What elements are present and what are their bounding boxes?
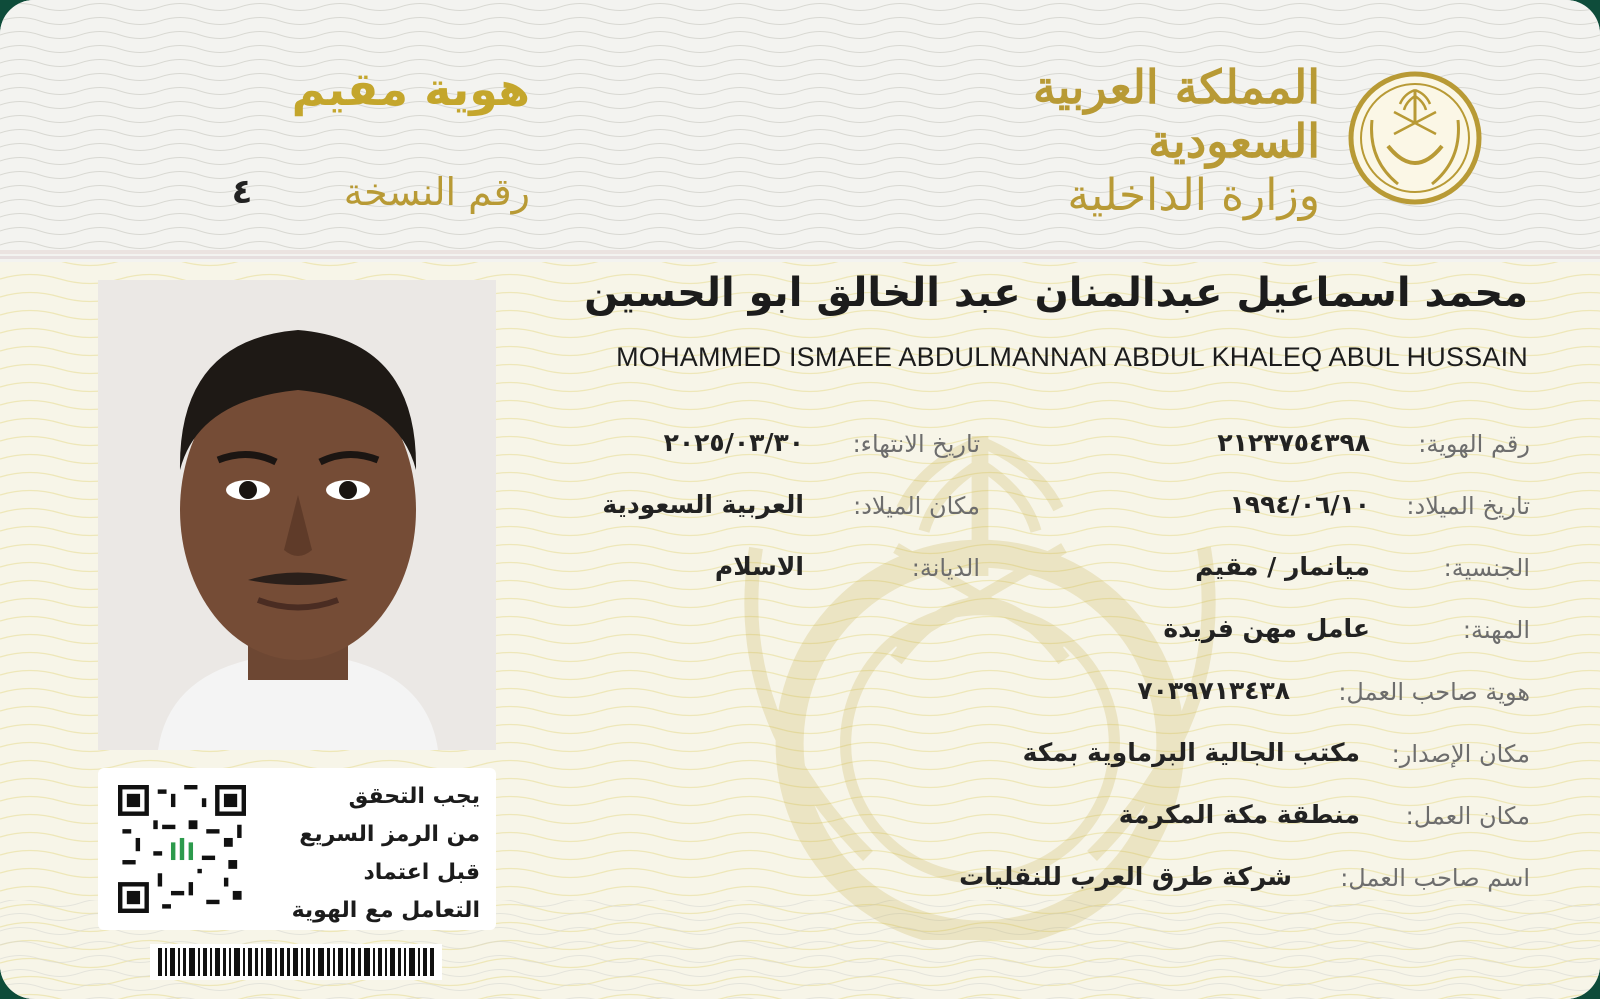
field-label-work-place: مكان العمل: — [1405, 802, 1530, 830]
saudi-emblem-icon — [1348, 60, 1482, 216]
verify-line-1: يجب التحقق — [348, 784, 480, 809]
card-title: هوية مقيم — [291, 62, 530, 116]
kingdom-title: المملكة العربية السعودية — [1032, 60, 1320, 168]
field-value-work-place: منطقة مكة المكرمة — [1118, 800, 1360, 829]
field-label-issue-place: مكان الإصدار: — [1391, 740, 1530, 768]
field-label-religion: الديانة: — [911, 554, 980, 582]
verify-line-4: التعامل مع الهوية — [291, 898, 480, 923]
holder-name-arabic: محمد اسماعيل عبدالمنان عبد الخالق ابو الحسين — [584, 270, 1528, 316]
field-value-birth-date: ١٩٩٤/٠٦/١٠ — [1229, 490, 1370, 519]
holder-name-english: MOHAMMED ISMAEE ABDULMANNAN ABDUL KHALEQ ABUL HUSSAIN — [616, 342, 1528, 372]
field-label-expiry-date: تاريخ الانتهاء: — [852, 430, 980, 458]
field-value-id-number: ٢١٢٣٧٥٤٣٩٨ — [1217, 428, 1370, 457]
holder-photo — [98, 280, 496, 750]
copy-number-label: رقم النسخة — [343, 170, 530, 214]
ministry-title: وزارة الداخلية — [1067, 170, 1320, 221]
field-label-birth-date: تاريخ الميلاد: — [1406, 492, 1530, 520]
field-label-employer-name: اسم صاحب العمل: — [1340, 864, 1530, 892]
field-value-expiry-date: ٢٠٢٥/٠٣/٣٠ — [663, 428, 804, 457]
field-label-employer-id: هوية صاحب العمل: — [1338, 678, 1530, 706]
watermark-emblem-icon — [700, 380, 1260, 940]
verify-line-2: من الرمز السريع — [299, 822, 480, 847]
field-value-issue-place: مكتب الجالية البرماوية بمكة — [1022, 738, 1360, 767]
field-label-id-number: رقم الهوية: — [1418, 430, 1530, 458]
field-label-occupation: المهنة: — [1462, 616, 1530, 644]
field-value-nationality: ميانمار / مقيم — [1195, 552, 1370, 581]
field-label-nationality: الجنسية: — [1443, 554, 1530, 582]
field-value-occupation: عامل مهن فريدة — [1163, 614, 1370, 643]
copy-number-value: ٤ — [231, 172, 253, 212]
verify-line-3: قبل اعتماد — [363, 860, 480, 885]
field-value-religion: الاسلام — [714, 552, 804, 581]
barcode-icon — [150, 944, 442, 980]
field-value-birth-place: العربية السعودية — [602, 490, 804, 519]
field-value-employer-name: شركة طرق العرب للنقليات — [959, 862, 1292, 891]
field-value-employer-id: ٧٠٣٩٧١٣٤٣٨ — [1137, 676, 1290, 705]
qr-code-icon[interactable] — [118, 785, 246, 913]
field-label-birth-place: مكان الميلاد: — [853, 492, 980, 520]
verify-note — [270, 778, 480, 930]
